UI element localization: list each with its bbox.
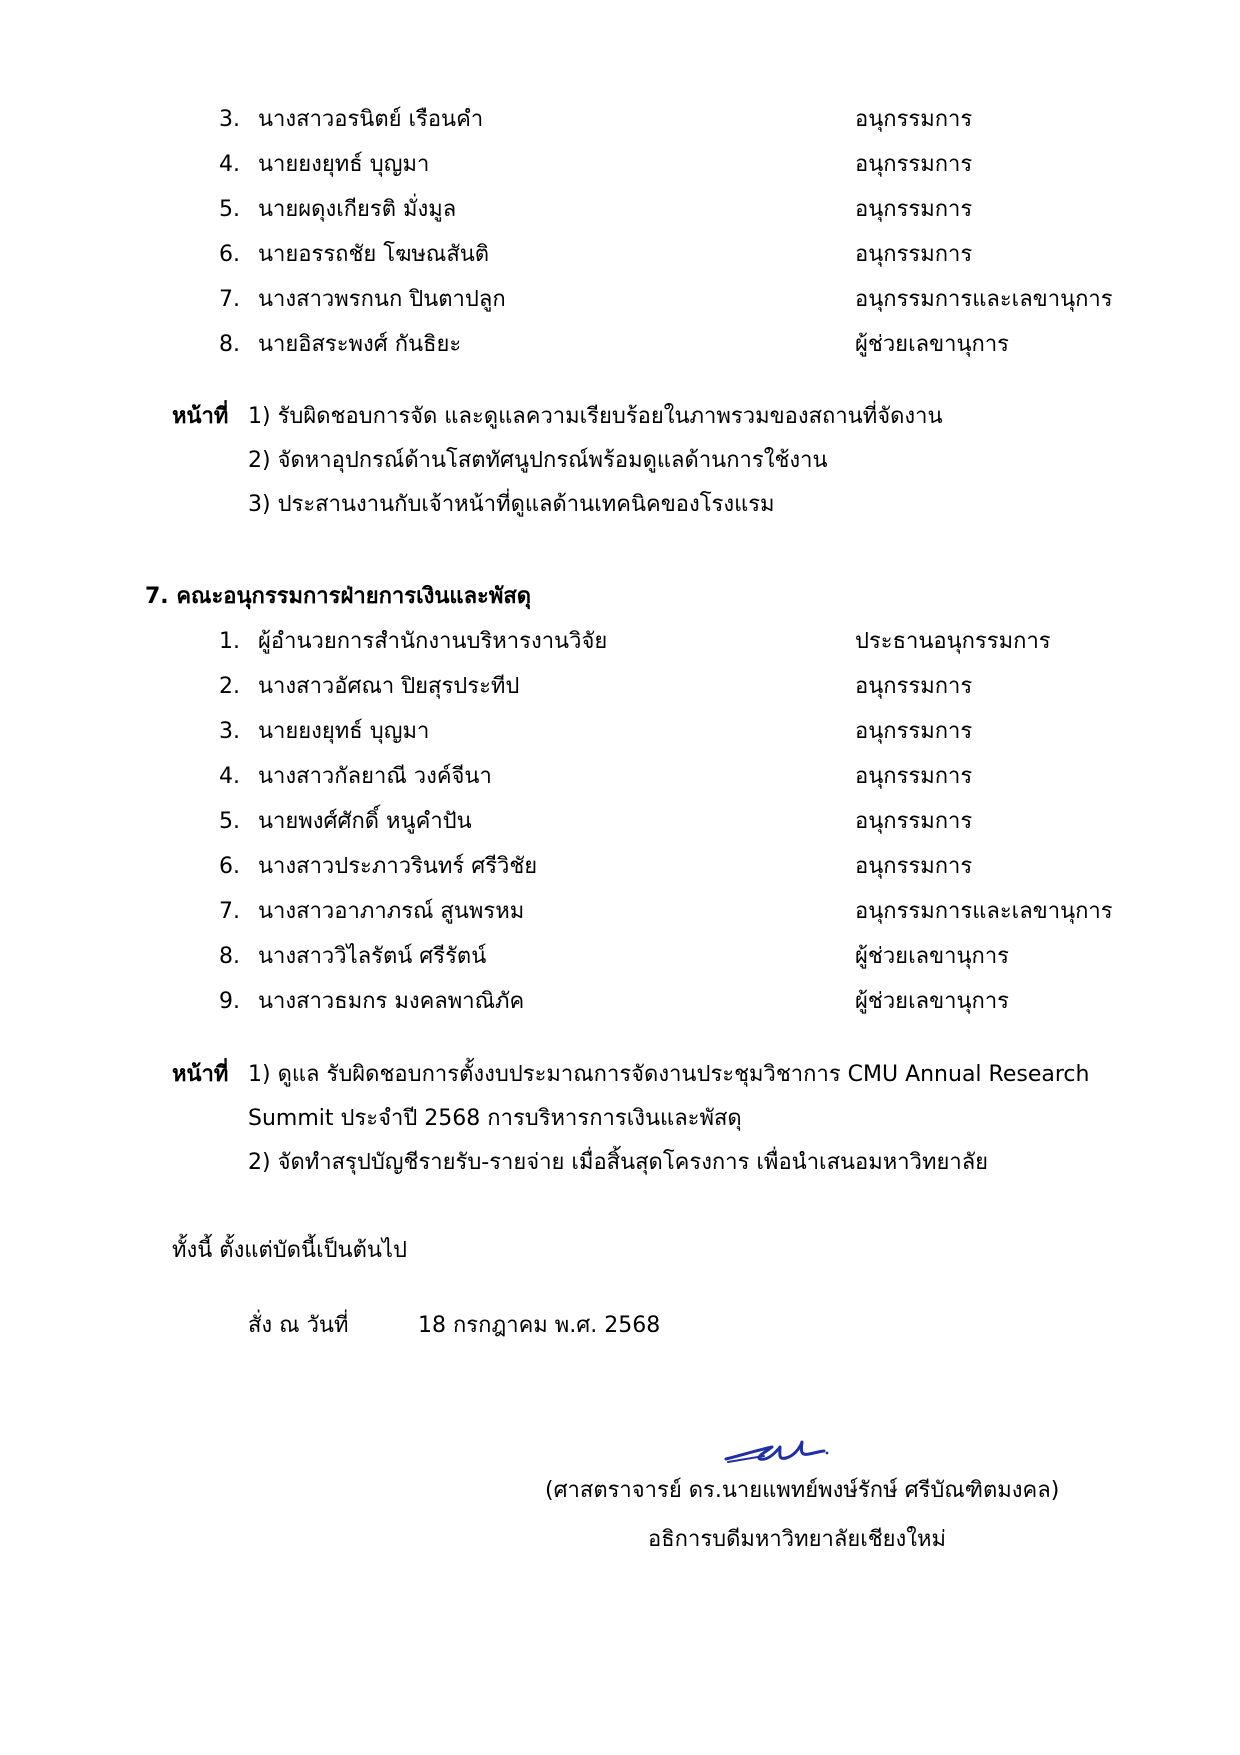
signatory-title: อธิการบดีมหาวิทยาลัยเชียงใหม่ — [648, 1527, 947, 1552]
member-role: อนุกรรมการ — [855, 854, 973, 879]
signatory-name: (ศาสตราจารย์ ดร.นายแพทย์พงษ์รักษ์ ศรีบัณฑิตมงคล) — [545, 1478, 1060, 1503]
member-name: นายอรรถชัย โฆษณสันติ — [258, 242, 490, 267]
member-name: นางสาวกัลยาณี วงค์จีนา — [258, 764, 492, 789]
member-role: อนุกรรมการ — [855, 107, 973, 132]
duty-line: 3) ประสานงานกับเจ้าหน้าที่ดูแลด้านเทคนิคของโรงแรม — [248, 492, 775, 517]
item-number: 8. — [219, 944, 240, 969]
duty-label: หน้าที่ — [172, 404, 229, 429]
item-number: 8. — [219, 332, 240, 357]
member-name: นางสาวอาภาภรณ์ สูนพรหม — [258, 899, 525, 924]
member-name: นายอิสระพงศ์ กันธิยะ — [258, 332, 462, 357]
item-number: 7. — [219, 899, 240, 924]
member-role: ประธานอนุกรรมการ — [855, 629, 1051, 654]
member-name: นายยงยุทธ์ บุญมา — [258, 152, 430, 177]
effective-statement: ทั้งนี้ ตั้งแต่บัดนี้เป็นต้นไป — [172, 1238, 407, 1263]
order-label: สั่ง ณ วันที่ — [248, 1313, 349, 1338]
member-role: ผู้ช่วยเลขานุการ — [855, 332, 1009, 357]
duty-label: หน้าที่ — [172, 1062, 229, 1087]
item-number: 5. — [219, 197, 240, 222]
member-role: อนุกรรมการ — [855, 764, 973, 789]
member-name: นายผดุงเกียรติ มั่งมูล — [258, 197, 457, 222]
item-number: 7. — [219, 287, 240, 312]
member-role: อนุกรรมการและเลขานุการ — [855, 287, 1113, 312]
member-role: อนุกรรมการ — [855, 152, 973, 177]
duty-line: 1) ดูแล รับผิดชอบการตั้งงบประมาณการจัดงานประชุมวิชาการ CMU Annual Research — [248, 1062, 1090, 1087]
duty-line: 2) จัดหาอุปกรณ์ด้านโสตทัศนูปกรณ์พร้อมดูแลด้านการใช้งาน — [248, 448, 828, 473]
member-name: นางสาวประภาวรินทร์ ศรีวิชัย — [258, 854, 538, 879]
item-number: 6. — [219, 854, 240, 879]
member-name: นางสาวธมกร มงคลพาณิภัค — [258, 989, 525, 1014]
member-role: อนุกรรมการและเลขานุการ — [855, 899, 1113, 924]
item-number: 3. — [219, 107, 240, 132]
member-role: อนุกรรมการ — [855, 242, 973, 267]
item-number: 4. — [219, 152, 240, 177]
member-name: นายยงยุทธ์ บุญมา — [258, 719, 430, 744]
item-number: 3. — [219, 719, 240, 744]
item-number: 2. — [219, 674, 240, 699]
member-role: อนุกรรมการ — [855, 719, 973, 744]
member-name: นางสาวอัศณา ปิยสุรประทีป — [258, 674, 520, 699]
section-heading: 7. คณะอนุกรรมการฝ่ายการเงินและพัสดุ — [145, 584, 532, 609]
member-role: ผู้ช่วยเลขานุการ — [855, 944, 1009, 969]
item-number: 6. — [219, 242, 240, 267]
signature-image — [720, 1425, 830, 1475]
order-date: 18 กรกฎาคม พ.ศ. 2568 — [418, 1313, 661, 1338]
member-name: นางสาววิไลรัตน์ ศรีรัตน์ — [258, 944, 487, 969]
member-role: อนุกรรมการ — [855, 197, 973, 222]
member-role: ผู้ช่วยเลขานุการ — [855, 989, 1009, 1014]
duty-line: 2) จัดทำสรุปบัญชีรายรับ-รายจ่าย เมื่อสิ้นสุดโครงการ เพื่อนำเสนอมหาวิทยาลัย — [248, 1150, 989, 1175]
member-name: นางสาวอรนิตย์ เรือนคำ — [258, 107, 484, 132]
member-role: อนุกรรมการ — [855, 674, 973, 699]
duty-line: Summit ประจำปี 2568 การบริหารการเงินและพัสดุ — [248, 1106, 742, 1131]
member-name: นางสาวพรกนก ปินตาปลูก — [258, 287, 506, 312]
item-number: 4. — [219, 764, 240, 789]
item-number: 9. — [219, 989, 240, 1014]
duty-line: 1) รับผิดชอบการจัด และดูแลความเรียบร้อยในภาพรวมของสถานที่จัดงาน — [248, 404, 943, 429]
member-name: นายพงศ์ศักดิ์ หนูคำปัน — [258, 809, 472, 834]
member-name: ผู้อำนวยการสำนักงานบริหารงานวิจัย — [258, 629, 608, 654]
item-number: 1. — [219, 629, 240, 654]
member-role: อนุกรรมการ — [855, 809, 973, 834]
item-number: 5. — [219, 809, 240, 834]
